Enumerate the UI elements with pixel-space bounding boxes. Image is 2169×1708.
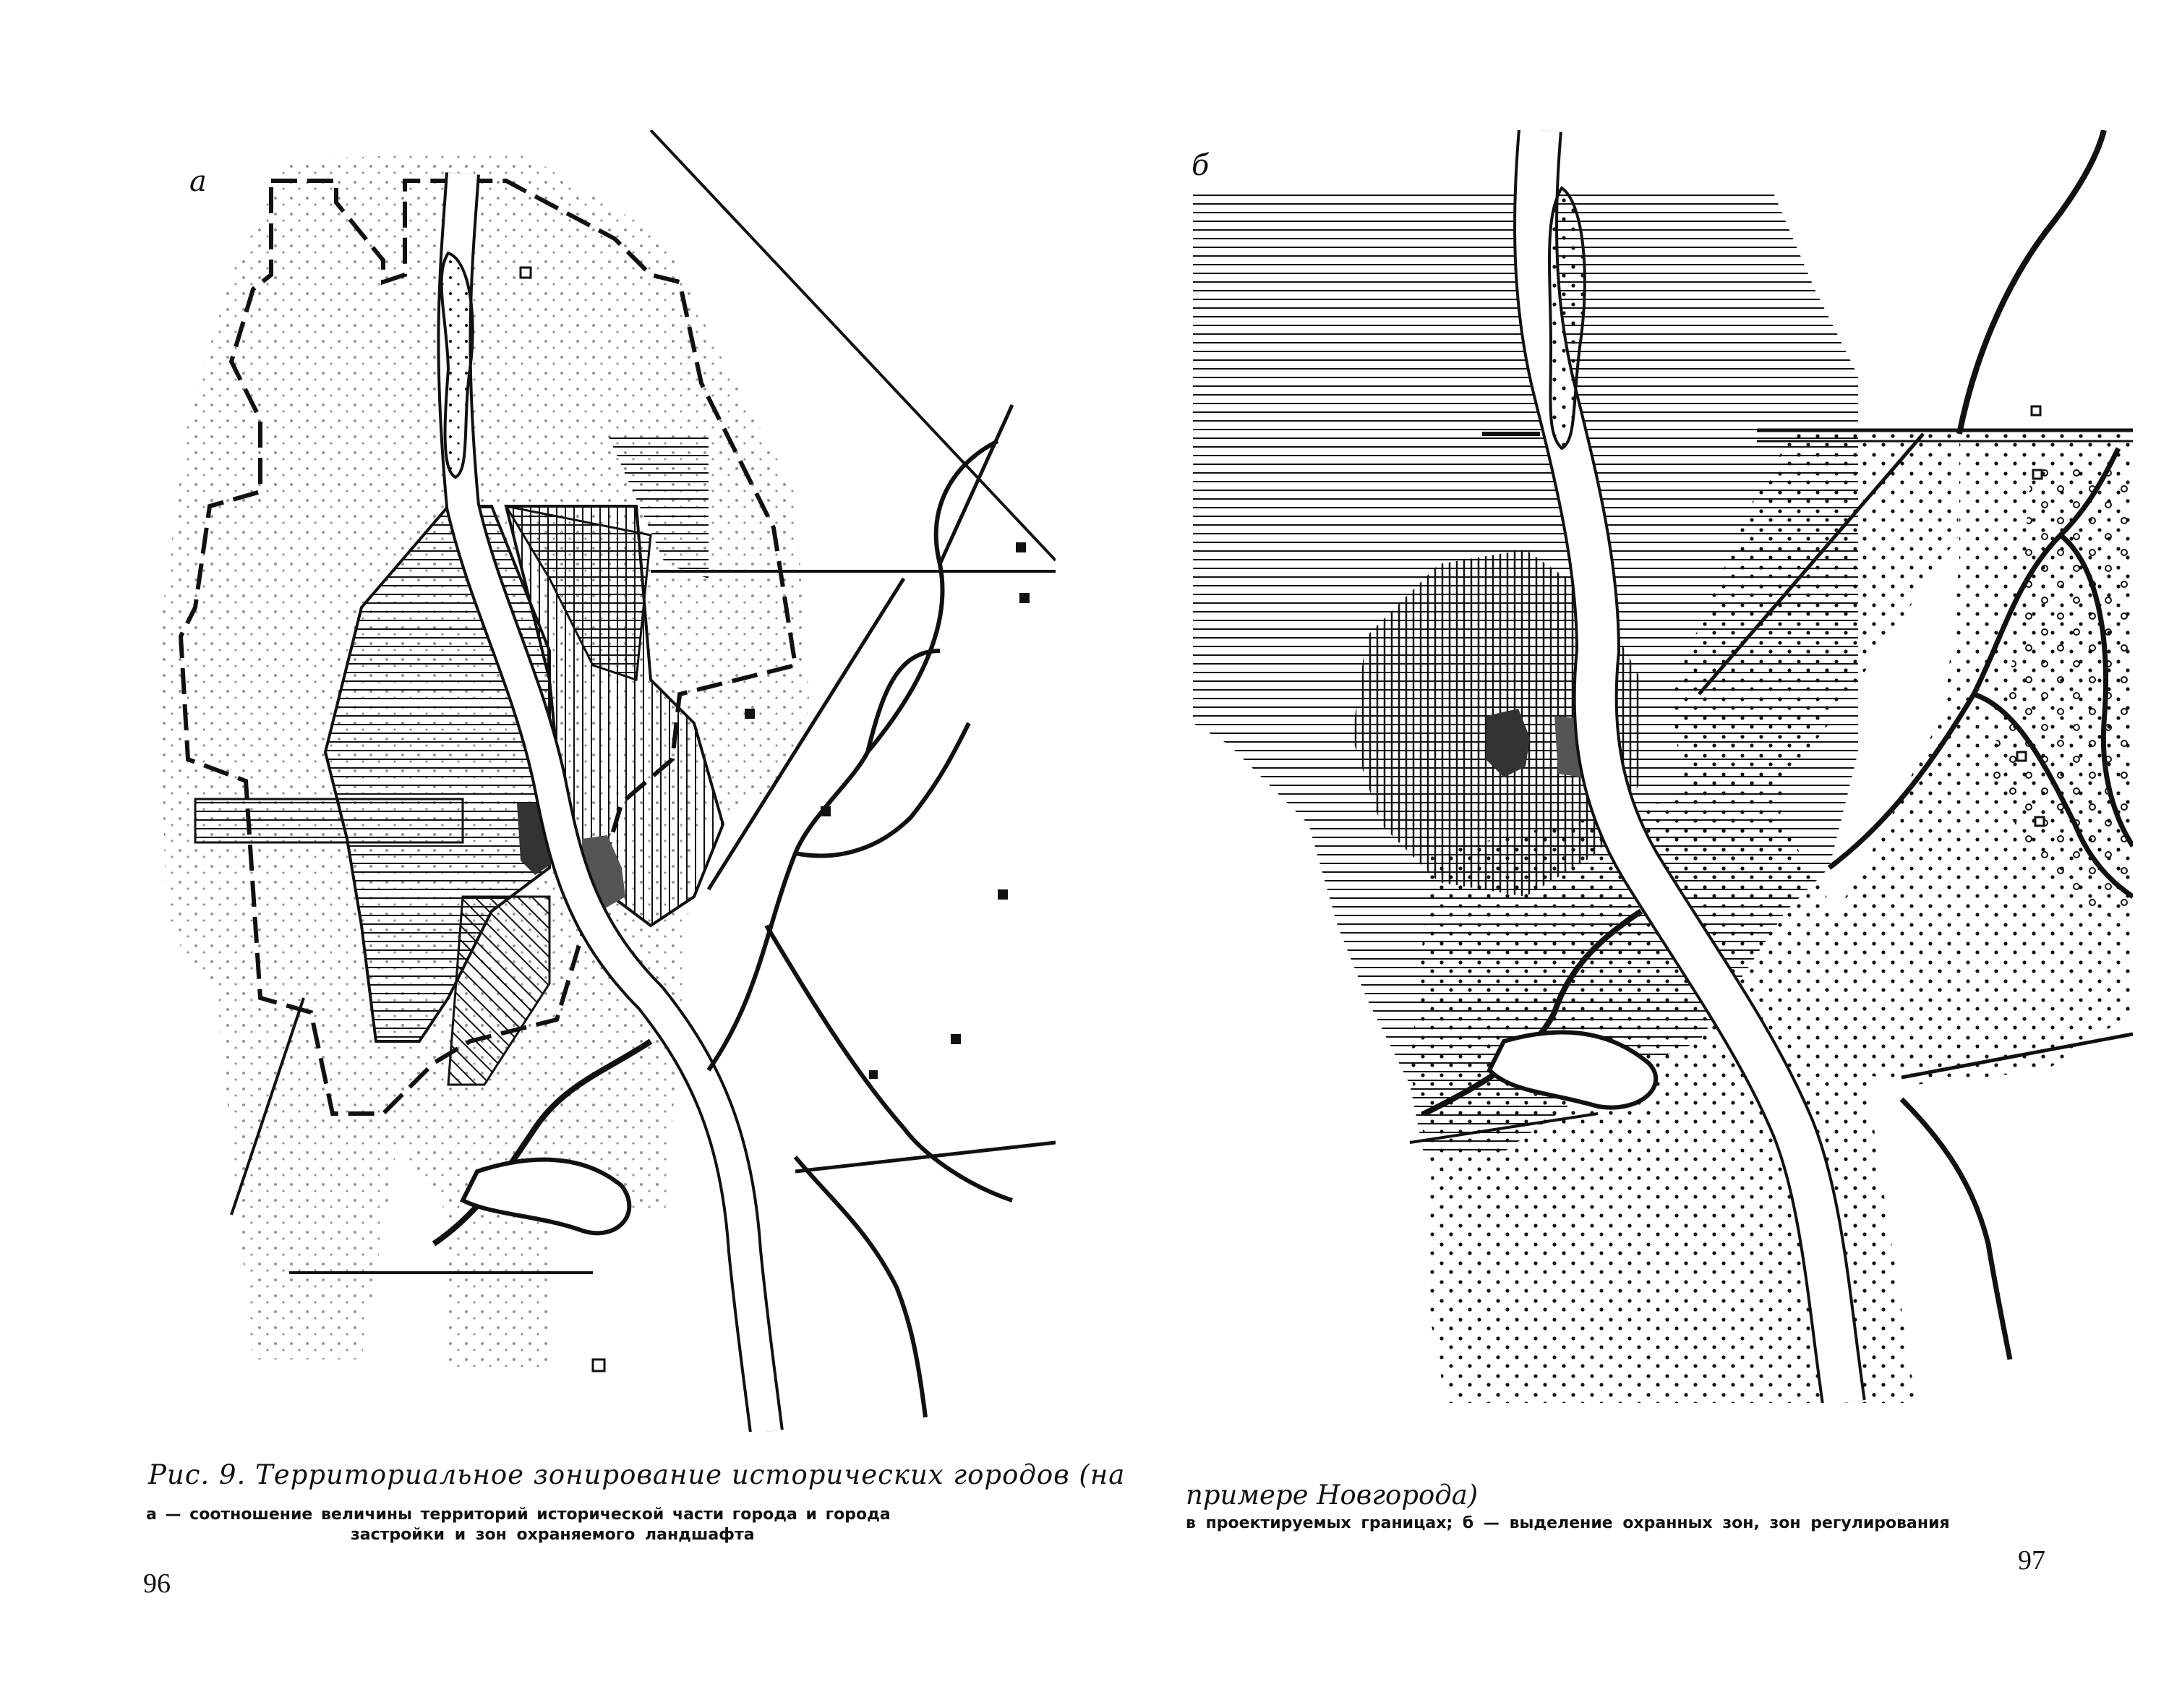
monument-marker — [998, 889, 1008, 900]
figure-caption-title-right: примере Новгорода) — [1186, 1479, 1479, 1511]
figure-caption-note-right-1: в проектируемых границах; б — выделение охранных зон, зон регулирования — [1186, 1514, 1950, 1532]
monument-marker — [821, 806, 831, 816]
figure-caption-note-left-1: а — соотношение величины территорий исторической части города и города — [146, 1506, 891, 1524]
monument-marker — [521, 268, 531, 278]
page-number-left: 96 — [143, 1568, 171, 1599]
map-b — [1193, 130, 2133, 1403]
monument-marker — [869, 1070, 878, 1079]
tributary-east-3 — [868, 441, 998, 752]
monument-marker — [2033, 470, 2042, 479]
panel-letter-a: a — [189, 165, 207, 198]
monument-marker — [2017, 752, 2026, 761]
right-page — [1084, 0, 2169, 1708]
tributary-east-2 — [795, 723, 969, 855]
monument-marker — [2035, 817, 2044, 826]
monument-marker — [593, 1359, 604, 1371]
monument-marker — [1016, 542, 1026, 552]
hatched-road-strip — [195, 799, 463, 842]
panel-letter-b: б — [1192, 149, 1210, 182]
monument-marker — [2032, 406, 2040, 415]
tributary-b-south — [1901, 1099, 2010, 1359]
road-south — [795, 1143, 1056, 1171]
monument-marker — [745, 709, 755, 719]
tributary-east-4 — [766, 926, 1012, 1200]
monument-marker — [1019, 593, 1030, 603]
map-a — [145, 130, 1056, 1432]
tributary-south — [795, 1157, 925, 1417]
figure-caption-note-left-2: застройки и зон охраняемого ландшафта — [351, 1526, 755, 1544]
page-number-right: 97 — [2018, 1545, 2045, 1576]
monument-marker — [951, 1034, 961, 1044]
tributary-b-north — [1959, 130, 2104, 434]
figure-caption-title-left: Рис. 9. Территориальное зонирование исторических городов (на — [148, 1459, 1126, 1490]
